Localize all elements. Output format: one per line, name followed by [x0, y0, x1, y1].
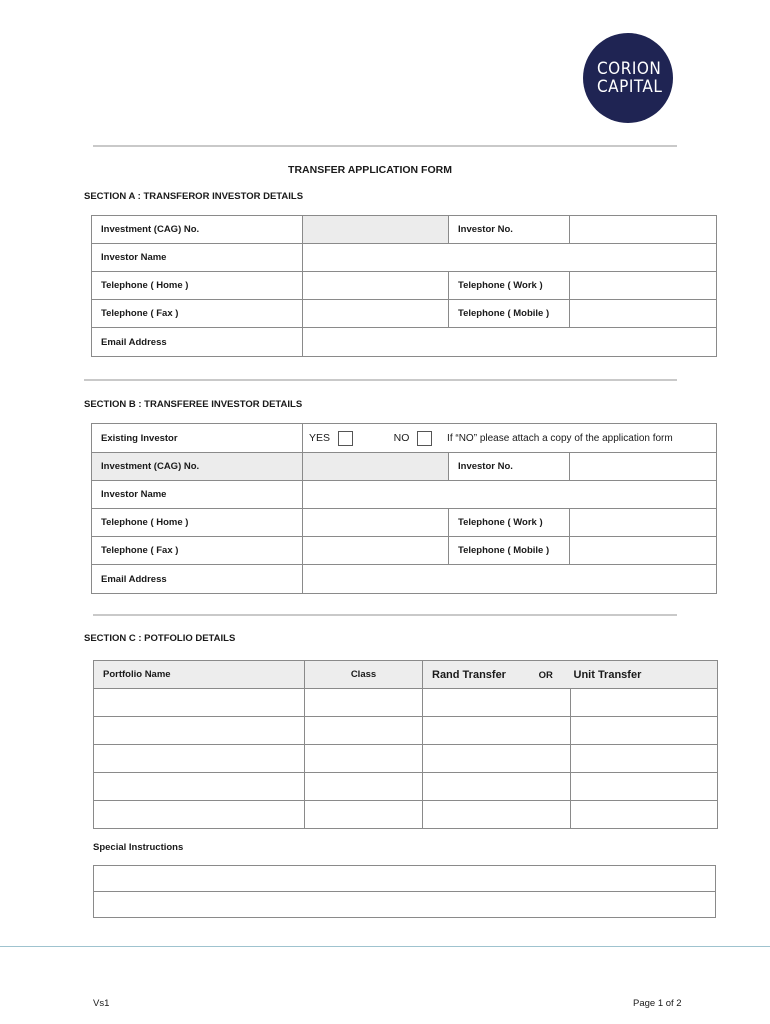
unit-transfer-cell[interactable]	[571, 801, 718, 829]
investor-name-label: Investor Name	[92, 244, 303, 272]
col-or: OR	[538, 669, 553, 681]
table-row	[94, 689, 718, 717]
a-tel-work-field[interactable]	[570, 272, 717, 300]
a-email-field[interactable]	[303, 328, 717, 357]
section-c-heading: SECTION C : POTFOLIO DETAILS	[84, 633, 236, 644]
tel-fax-label: Telephone ( Fax )	[92, 537, 303, 565]
rand-transfer-cell[interactable]	[423, 773, 571, 801]
no-label: NO	[393, 431, 410, 444]
a-investment-no-field[interactable]	[303, 216, 449, 244]
rand-transfer-cell[interactable]	[423, 801, 571, 829]
table-row	[94, 745, 718, 773]
tel-work-label: Telephone ( Work )	[449, 272, 570, 300]
rand-transfer-cell[interactable]	[423, 689, 571, 717]
col-rand-transfer: Rand Transfer	[432, 668, 506, 681]
investor-no-label: Investor No.	[449, 216, 570, 244]
special-instructions-line[interactable]	[94, 892, 716, 918]
unit-transfer-cell[interactable]	[571, 717, 718, 745]
portfolio-name-cell[interactable]	[94, 773, 305, 801]
footer-divider	[0, 946, 770, 947]
b-tel-work-field[interactable]	[570, 509, 717, 537]
b-email-field[interactable]	[303, 565, 717, 594]
class-cell[interactable]	[305, 773, 423, 801]
divider-top	[93, 145, 677, 147]
section-b-table	[91, 423, 717, 594]
table-row	[94, 717, 718, 745]
portfolio-name-cell[interactable]	[94, 801, 305, 829]
b-tel-fax-field[interactable]	[303, 537, 449, 565]
yes-label: YES	[309, 431, 331, 444]
class-cell[interactable]	[305, 689, 423, 717]
divider-b	[93, 614, 677, 616]
email-label: Email Address	[92, 565, 303, 594]
portfolio-name-cell[interactable]	[94, 689, 305, 717]
col-class: Class	[305, 661, 423, 689]
b-investor-name-field[interactable]	[303, 481, 717, 509]
special-instructions-label: Special Instructions	[93, 842, 184, 853]
investor-no-label: Investor No.	[449, 453, 570, 481]
investor-name-label: Investor Name	[92, 481, 303, 509]
col-rand-transfer-cell	[423, 661, 571, 689]
class-cell[interactable]	[305, 717, 423, 745]
unit-transfer-cell[interactable]	[571, 745, 718, 773]
tel-home-label: Telephone ( Home )	[92, 272, 303, 300]
class-cell[interactable]	[305, 801, 423, 829]
a-tel-mobile-field[interactable]	[570, 300, 717, 328]
logo-line-1: CORION	[597, 59, 662, 79]
divider-a	[84, 379, 677, 381]
unit-transfer-cell[interactable]	[571, 773, 718, 801]
form-title: TRANSFER APPLICATION FORM	[288, 164, 452, 176]
no-checkbox[interactable]	[417, 431, 432, 446]
special-instructions-table	[93, 865, 716, 918]
table-row	[94, 801, 718, 829]
unit-transfer-cell[interactable]	[571, 689, 718, 717]
a-investor-no-field[interactable]	[570, 216, 717, 244]
existing-investor-options	[303, 424, 717, 453]
section-a-table	[91, 215, 717, 357]
tel-home-label: Telephone ( Home )	[92, 509, 303, 537]
email-label: Email Address	[92, 328, 303, 357]
portfolio-name-cell[interactable]	[94, 745, 305, 773]
rand-transfer-cell[interactable]	[423, 717, 571, 745]
tel-work-label: Telephone ( Work )	[449, 509, 570, 537]
section-a-heading: SECTION A : TRANSFEROR INVESTOR DETAILS	[84, 191, 304, 202]
b-tel-mobile-field[interactable]	[570, 537, 717, 565]
a-tel-fax-field[interactable]	[303, 300, 449, 328]
section-b-heading: SECTION B : TRANSFEREE INVESTOR DETAILS	[84, 399, 303, 410]
investment-no-label: Investment (CAG) No.	[92, 216, 303, 244]
corion-capital-logo	[583, 33, 673, 123]
table-row	[94, 773, 718, 801]
yes-checkbox[interactable]	[338, 431, 353, 446]
tel-mobile-label: Telephone ( Mobile )	[449, 300, 570, 328]
rand-transfer-cell[interactable]	[423, 745, 571, 773]
investment-no-label: Investment (CAG) No.	[92, 453, 303, 481]
b-tel-home-field[interactable]	[303, 509, 449, 537]
col-portfolio-name: Portfolio Name	[94, 661, 305, 689]
col-unit-transfer	[571, 661, 718, 689]
portfolio-table	[93, 660, 718, 829]
existing-investor-label: Existing Investor	[92, 424, 303, 453]
tel-mobile-label: Telephone ( Mobile )	[449, 537, 570, 565]
b-investor-no-field[interactable]	[570, 453, 717, 481]
portfolio-name-cell[interactable]	[94, 717, 305, 745]
attach-note: If “NO” please attach a copy of the application form	[447, 432, 673, 444]
a-tel-home-field[interactable]	[303, 272, 449, 300]
version-label: Vs1	[93, 998, 110, 1009]
logo-line-2: CAPITAL	[597, 77, 663, 97]
col-unit-transfer-label: Unit Transfer	[573, 668, 642, 681]
class-cell[interactable]	[305, 745, 423, 773]
b-investment-no-field[interactable]	[303, 453, 449, 481]
special-instructions-line[interactable]	[94, 866, 716, 892]
a-investor-name-field[interactable]	[303, 244, 717, 272]
page-number: Page 1 of 2	[633, 998, 682, 1009]
tel-fax-label: Telephone ( Fax )	[92, 300, 303, 328]
